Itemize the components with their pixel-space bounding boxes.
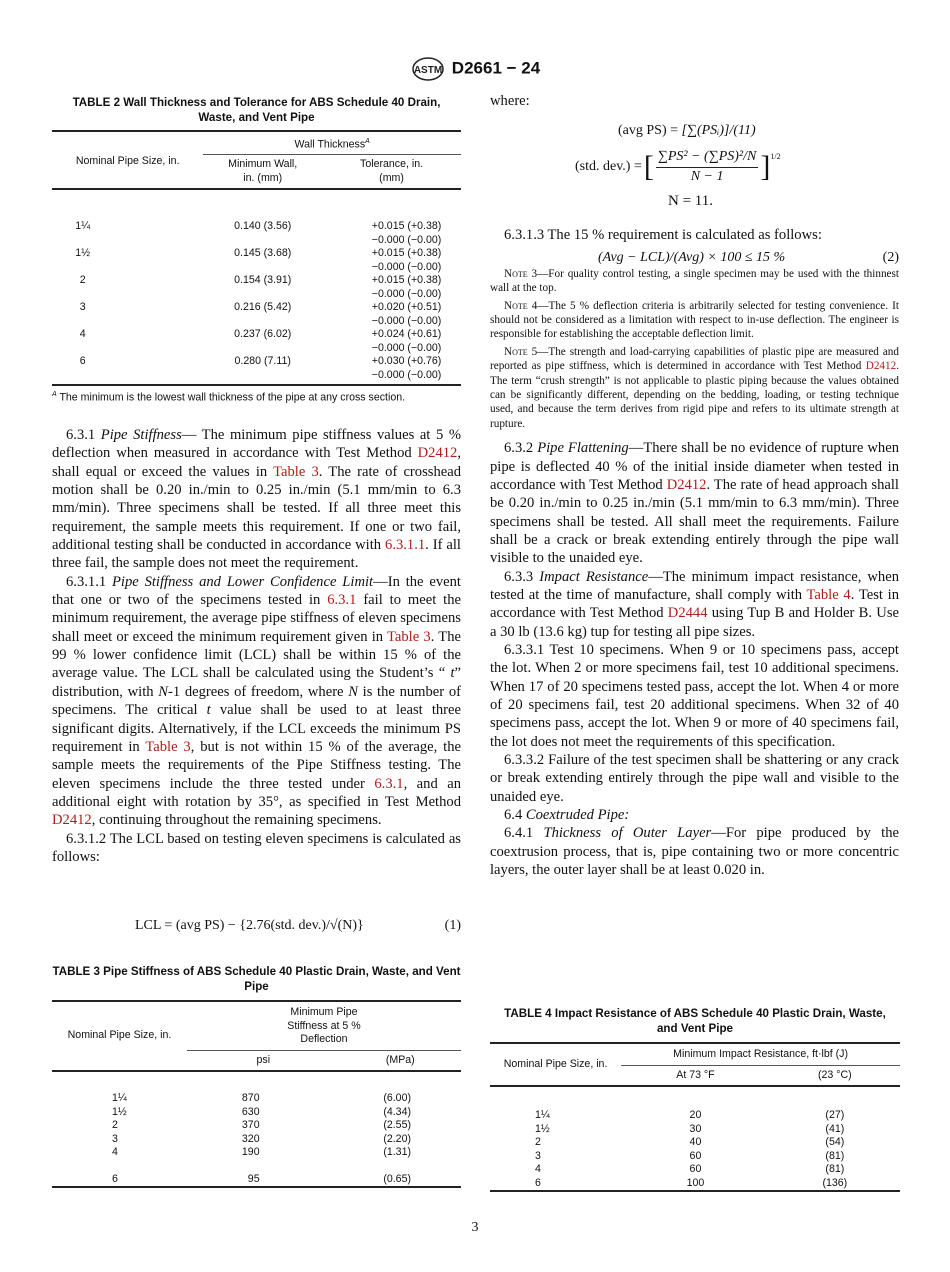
cell-c: (136) [822, 1176, 848, 1189]
cell-min: 0.140 (3.56) [234, 220, 292, 233]
text-segment: using Tup B and Holder B. Use a 30 lb (13.6 kg) tup for testing all pipe sizes. [490, 605, 899, 640]
table-3-title: TABLE 3 Pipe Stiffness of ABS Schedule 40 Plastic Drain, Waste, and Vent Pipe [52, 965, 461, 993]
text-segment: 6.3.1.2 The LCL based on testing eleven specimens is calculated as follows: [52, 830, 461, 865]
tolerance-minus: −0.000 (−0.00) [371, 314, 442, 327]
tolerance-plus: +0.015 (+0.38) [371, 274, 442, 287]
cross-reference-link[interactable]: D2412 [52, 812, 92, 829]
cross-reference-link[interactable]: D2412 [417, 445, 458, 462]
col-header-min-wall: Minimum Wall, in. (mm) [228, 158, 298, 184]
table-2-footnote: $^A$ The minimum is the lowest wall thickness of the pipe at any cross section. [52, 391, 406, 404]
svg-text:ASTM: ASTM [413, 65, 442, 76]
cross-reference-link[interactable]: 6.3.1 [327, 592, 357, 609]
where-label: where: [490, 93, 530, 109]
text-segment: . If all three fail, the sample does not meet the requirement. [52, 537, 461, 572]
tolerance-plus: +0.020 (+0.51) [371, 301, 442, 314]
text-segment: —The strength and load-carrying capabilities of plastic pipe are measured and reported as pipe stiffness, which is determined in accordance with Test Method [490, 345, 899, 373]
cell-min: 0.280 (7.11) [234, 355, 291, 368]
table-row [52, 1092, 461, 1106]
cross-reference-link[interactable]: 6.3.1.1 [385, 537, 426, 554]
cell-size: 6 [535, 1176, 541, 1189]
text-segment: —In the event that one or two of the specimens tested in [52, 573, 461, 609]
cell-tol [322, 220, 461, 247]
table-row [52, 1133, 461, 1147]
text-segment: ” distribution, with [52, 665, 461, 700]
text-segment: t [206, 702, 211, 719]
text-segment: —For quality control testing, a single specimen may be used with the thinnest wall at the top. [490, 267, 899, 295]
table-3 [52, 964, 461, 1188]
cell-min: 0.237 (6.02) [234, 328, 292, 341]
col-header-size: Nominal Pipe Size, in. [67, 1029, 172, 1042]
para-6-3-1-3: 6.3.1.3 The 15 % requirement is calculated as follows: [504, 227, 822, 244]
text-segment: 6.3.3.1 Test 10 specimens. When 9 or 10 specimens pass, accept the lot. When 2 or more specimens fail, test 10 additional specimens. When 17 of 20 specimens tested pass, accept the lot. When 4 or more of 20 specimens fail, test 20 additional specimens. When 32 of 40 specimens pass, accept the lot. When 9 or more of 40 specimens fail, the lot does not meet the requirements of this specification. [490, 641, 899, 750]
col-header-mpa: (MPa) [385, 1053, 415, 1066]
tolerance-plus: +0.024 (+0.61) [371, 328, 442, 341]
text-segment: N [348, 683, 358, 700]
cell-c: (27) [825, 1109, 845, 1121]
cell-size: 4 [535, 1163, 541, 1175]
cell-mpa: (1.31) [383, 1146, 411, 1158]
text-segment: N [158, 683, 168, 700]
text-segment: t [450, 665, 455, 682]
cell-size: 1¼ [75, 220, 91, 233]
text-segment: Note 4 [504, 299, 538, 312]
cell-f: 40 [689, 1136, 702, 1148]
cell-c: (41) [825, 1122, 845, 1135]
text-segment: is the number of specimens. The critical [52, 683, 461, 719]
text-segment: , and an additional eight with rotation by 35°, as specified in Test Method [52, 775, 461, 810]
text-segment: Pipe Stiffness and Lower Confidence Limit [111, 573, 374, 590]
cross-reference-link[interactable]: Table 4 [806, 586, 851, 603]
cell-size: 3 [112, 1132, 118, 1145]
col-group-wall-thickness: Wall Thickness$^A$ [203, 131, 461, 155]
table-row [490, 1150, 900, 1164]
formula-avg-ps: (avg PS) = [∑(PSᵢ)]/(11) [618, 123, 756, 139]
text-segment: 6.3.3 [504, 568, 540, 585]
text-segment: . The rate of head approach shall be 0.20 in./min to 0.25 in./min (5.1 mm/min to 6.3 mm/min). Three specimens shall be tested. All shall meet the requirements. Failure shall be a crack or break extending entirely through the pipe wall visible to the unaided eye. [490, 476, 899, 567]
table-4 [490, 1006, 900, 1192]
text-segment: — The minimum pipe stiffness values at 5 % deflection when measured in accordance with Test Method [52, 427, 461, 462]
cell-f: 60 [689, 1149, 702, 1162]
paragraph [490, 568, 899, 641]
cell-size: 3 [535, 1149, 541, 1162]
table-row [490, 1163, 900, 1177]
cell-mpa: (0.65) [383, 1172, 411, 1185]
tolerance-minus: −0.000 (−0.00) [371, 260, 442, 273]
col-header-f: At 73 °F [676, 1068, 715, 1081]
cell-mpa: (2.20) [383, 1132, 411, 1145]
cross-reference-link[interactable]: D2412 [865, 360, 897, 373]
table-row [52, 247, 461, 274]
text-segment: , but is not within 15 % of the average, the sample meets the requirements of the Pipe Stiffness testing. The eleven specimens include the three tested under [52, 738, 461, 792]
text-segment: —The 5 % deflection criteria is arbitrarily selected for testing convenience. It should not be considered as a limitation with respect to in-use deflection. The engineer is responsible for establishing the acceptable deflection limit. [490, 299, 899, 341]
tolerance-minus: −0.000 (−0.00) [371, 287, 442, 300]
table-row [52, 355, 461, 382]
cross-reference-link[interactable]: 6.3.1 [374, 775, 404, 792]
text-segment: value shall be used to at least three significant digits. Alternatively, if the LCL exceeds the minimum PS requirement in [52, 702, 461, 755]
cell-psi: 370 [241, 1119, 260, 1131]
cell-mpa: (6.00) [383, 1092, 411, 1104]
text-segment: Pipe Stiffness [100, 427, 182, 443]
cell-min: 0.154 (3.91) [234, 274, 292, 287]
cell-size: 2 [79, 274, 86, 287]
cell-min: 0.145 (3.68) [234, 247, 292, 260]
tolerance-plus: +0.015 (+0.38) [371, 247, 442, 260]
cell-psi: 190 [241, 1146, 260, 1158]
col-header-c: (23 °C) [818, 1068, 852, 1081]
table-row [52, 301, 461, 328]
note [490, 299, 899, 342]
table-row [52, 328, 461, 355]
cell-size: 1½ [75, 247, 91, 260]
table-row [490, 1136, 900, 1150]
text-segment: Note 5 [504, 345, 538, 358]
text-segment: . The term “crush strength” is not applicable to plastic piping because the values obtained can be significantly different, depending on the bedding, loading, or testing technique used, and because the term derives from rigid pipe and refers to its ultimate strength at rupture. [490, 360, 899, 430]
cell-tol [322, 247, 461, 274]
cross-reference-link[interactable]: Table 3 [273, 463, 319, 480]
text-segment: 6.3.2 [504, 440, 538, 457]
paragraph [490, 751, 899, 806]
right-body-text [490, 439, 899, 879]
cell-size: 3 [79, 301, 86, 314]
text-segment: , shall equal or exceed the values in [52, 445, 461, 480]
page-number: 3 [471, 1220, 479, 1235]
cell-psi: 870 [241, 1092, 260, 1104]
cell-psi: 320 [241, 1132, 260, 1145]
cell-size: 4 [112, 1146, 118, 1158]
document-page: ASTM D2661 − 24 TABLE 2 Wall Thickness and Tolerance for ABS Schedule 40 Drain, Waste, and Vent Pipe Nominal Pipe Size, in. Wall Thickness$^A$ Minimum Wall, in. (mm) Tolerance, in. (mm) 1¼ 0.140 (3.56) +0.015 (+0.38) −0.000 (−0.00) 1½ 0.145 (3.68) +0.015 (+0.38) −0.000 (−0.00) 2 0.154 (3.91) +0.015 (+0.38) −0.000 (−0.00) 3 0.216 (5.42) +0.020 (+0.51) −0.000 (−0.00) 4 0.237 (6.02) +0.024 (+0.61) −0.000 (−0.00) 6 0.280 (7.11) +0.030 (+0.76) −0.000 (−0.00) $^A$ The minimum is the lowest wall thickness of the pipe at any cross section. 6.3.1 Pipe Stiffness— The minimum pipe stiffness values at 5 % deflection when measured in accordance with Test Method D2412, shall equal or exceed the values in Table 3. The rate of crosshead motion shall be 0.20 in./min to 0.25 in./min (5.1 mm/min to 6.3 mm/min). Three specimens shall be tested. If all three meet this requirement, the sample meets this requirement. If one or two fail, additional testing shall be conducted in accordance with 6.3.1.1. If all three fail, the sample does not meet the requirement. 6.3.1.1 Pipe Stiffness and Lower Confidence Limit—In the event that one or two of the specimens tested in 6.3.1 fail to meet the minimum requirement, the average pipe stiffness of eleven specimens shall meet or exceed the minimum requirement given in Table 3. The 99 % lower confidence limit (LCL) shall be within 15 % of the average value. The LCL shall be calculated using the Student’s “ t” distribution, with N-1 degrees of freedom, where N is the number of specimens. The critical t value shall be used to at least three significant digits. Alternatively, if the LCL exceeds the minimum PS requirement in Table 3, but is not within 15 % of the average, the sample meets the requirements of the Pipe Stiffness testing. The eleven specimens include the three tested under 6.3.1, and an additional eight with rotation by 35°, as specified in Test Method D2412, continuing throughout the remaining specimens. 6.3.1.2 The LCL based on testing eleven specimens is calculated as follows: LCL = (avg PS) − {2.76(std. dev.)/√(N)} (1) TABLE 3 Pipe Stiffness of ABS Schedule 40 Plastic Drain, Waste, and Vent Pipe Nominal Pipe Size, in. Minimum Pipe Stiffness at 5 % Deflection psi (MPa) 1¼ 870 (6.00) 1½ 630 (4.34) 2 370 (2.55) 3 320 (2.20) 4 190 (1.31) 6 95 (0.65) where: (avg PS) = [∑(PSᵢ)]/(11) (std. dev.) = [ ∑PS² − (∑PS)²/N N − 1 ] $^{1/2}$ N = 11. 6.3.1.3 The 15 % requirement is calculated as follows: (Avg − LCL)/(Avg) × 100 ≤ 15 % (2) Note 3—For quality control testing, a single specimen may be used with the thinnest wall at the top. Note 4—The 5 % deflection criteria is arbitrarily selected for testing convenience. It should not be considered as a limitation with respect to in-use deflection. The engineer is responsible for establishing the acceptable deflection limit. Note 5—The strength and load-carrying capabilities of plastic pipe are measured and reported as pipe stiffness, which is determined in accordance with Test Method D2412. The term “crush strength” is not applicable to plastic piping because the values obtained can be significantly different, depending on the bedding, loading, or testing technique used, and because the term derives from rigid pipe and refers to its ultimate strength at rupture. 6.3.2 Pipe Flattening—There shall be no evidence of rupture when pipe is deflected 40 % of the initial inside diameter when tested in accordance with Test Method D2412. The rate of head approach shall be 0.20 in./min to 0.25 in./min (5.1 mm/min to 6.3 mm/min). Three specimens shall be tested. All shall meet the requirements. Failure shall be a crack or break extending entirely through the pipe wall visible to the unaided eye. 6.3.3 Impact Resistance—The minimum impact resistance, when tested at the time of manufacture, shall comply with Table 4. Test in accordance with Test Method D2444 using Tup B and Holder B. Use a 30 lb (13.6 kg) tup for testing all pipe sizes. 6.3.3.1 Test 10 specimens. When 9 or 10 specimens pass, accept the lot. When 2 or more specimens fail, test 10 additional specimens. When 17 of 20 specimens tested pass, accept the lot. When 4 or more of 20 specimens fail, test 20 additional specimens. When 32 of 40 specimens pass, accept the lot. When 9 or more of 40 specimens fail, the lot does not meet the requirements of this specification. 6.3.3.2 Failure of the test specimen shall be shattering or any crack or break extending entirely through the pipe wall and visible to the unaided eye. 6.4 Coextruded Pipe: 6.4.1 Thickness of Outer Layer—For pipe produced by the coextrusion process, that is, pipe containing two or more concentric layers, the outer layer shall be at least 0.020 in. TABLE 4 Impact Resistance of ABS Schedule 40 Plastic Drain, Waste, and Vent Pipe Nominal Pipe Size, in. Minimum Impact Resistance, ft·lbf (J) At 73 °F (23 °C) 1¼ 20 (27) 1½ 30 (41) 2 40 (54) 3 60 (81) 4 60 (81) 6 100 (136) 3 [0, 0, 950, 1272]
cell-c: (81) [825, 1163, 845, 1175]
col-header-size: Nominal Pipe Size, in. [75, 155, 180, 168]
designation: D2661 − 24 [451, 58, 541, 78]
right-formulas [490, 92, 899, 879]
cell-size: 1½ [112, 1105, 127, 1118]
cell-f: 100 [686, 1176, 705, 1189]
text-segment: , continuing throughout the remaining specimens. [91, 812, 382, 829]
table-2 [52, 95, 461, 404]
paragraph [490, 641, 899, 751]
cell-c: (54) [825, 1136, 845, 1148]
table-row [52, 1146, 461, 1160]
cell-tol [322, 355, 461, 382]
table-row [52, 1106, 461, 1120]
cell-mpa: (4.34) [383, 1105, 411, 1118]
paragraph [52, 830, 461, 867]
text-segment: 6.3.1 [66, 427, 101, 443]
table-row [490, 1109, 900, 1123]
text-segment: 6.3.3.2 Failure of the test specimen shall be shattering or any crack or break extending entirely through the pipe wall and visible to the unaided eye. [490, 752, 899, 805]
text-segment: Impact Resistance [539, 568, 649, 585]
table-2-title: TABLE 2 Wall Thickness and Tolerance for ABS Schedule 40 Drain, Waste, and Vent Pipe [72, 96, 441, 124]
table-row [52, 1160, 461, 1187]
text-segment: Coextruded Pipe: [525, 807, 630, 824]
col-header-size: Nominal Pipe Size, in. [503, 1057, 608, 1070]
cell-size: 6 [79, 355, 86, 368]
cell-size: 1½ [535, 1122, 550, 1135]
cell-f: 30 [689, 1122, 702, 1135]
cell-size: 4 [79, 328, 86, 341]
table-row [52, 1119, 461, 1133]
text-segment: Thickness of Outer Layer [543, 825, 712, 842]
astm-logo-icon [410, 56, 446, 82]
table-row [490, 1123, 900, 1137]
col-header-tolerance: Tolerance, in. (mm) [360, 158, 424, 184]
cell-size: 1¼ [535, 1109, 550, 1121]
note [490, 267, 899, 296]
tolerance-plus: +0.030 (+0.76) [371, 355, 442, 368]
notes [490, 267, 899, 431]
cell-c: (81) [825, 1149, 845, 1162]
cell-mpa: (2.55) [383, 1119, 411, 1131]
cell-size: 2 [112, 1119, 118, 1131]
text-segment: . The 99 % lower confidence limit (LCL) shall be within 15 % of the average value. The LCL shall be calculated using the Student’s “ [52, 628, 461, 682]
cell-size: 1¼ [112, 1092, 127, 1104]
paragraph [52, 573, 461, 830]
paragraph [52, 426, 461, 573]
tolerance-minus: −0.000 (−0.00) [371, 341, 442, 354]
table-row [52, 274, 461, 301]
cross-reference-link[interactable]: Table 3 [387, 628, 431, 645]
table-row [52, 220, 461, 247]
tolerance-plus: +0.015 (+0.38) [371, 220, 442, 233]
text-segment: 6.3.1.1 [66, 573, 112, 590]
cross-reference-link[interactable]: D2444 [667, 605, 708, 622]
text-segment: 6.4.1 [504, 825, 544, 842]
formula-n: N = 11. [668, 193, 713, 210]
text-segment: -1 degrees of freedom, where [168, 683, 349, 700]
paragraph [490, 439, 899, 567]
cell-tol [322, 274, 461, 301]
cell-psi: 630 [241, 1105, 260, 1118]
left-body-text [52, 426, 461, 866]
text-segment: fail to meet the minimum requirement, the average pipe stiffness of eleven specimens shall meet or exceed the minimum requirement given in [52, 592, 461, 645]
text-segment: . Test in accordance with Test Method [490, 586, 899, 622]
cross-reference-link[interactable]: Table 3 [145, 738, 191, 755]
col-group-stiffness: Minimum Pipe Stiffness at 5 % Deflection [187, 1001, 461, 1050]
col-header-psi: psi [256, 1053, 271, 1066]
cell-size: 6 [112, 1172, 118, 1185]
tolerance-minus: −0.000 (−0.00) [371, 368, 442, 381]
table-4-title: TABLE 4 Impact Resistance of ABS Schedule 40 Plastic Drain, Waste, and Vent Pipe [504, 1007, 886, 1035]
page-header [0, 56, 950, 82]
cell-size: 2 [535, 1136, 541, 1148]
formula-std-dev: (std. dev.) = [ ∑PS² − (∑PS)²/N N − 1 ] $^{1/2}$ [575, 149, 781, 184]
text-segment: Note 3 [504, 267, 538, 280]
text-segment: —The minimum impact resistance, when tested at the time of manufacture, shall comply with [490, 568, 900, 603]
paragraph [490, 824, 899, 879]
text-segment: 6.4 [504, 807, 526, 824]
cell-min: 0.216 (5.42) [234, 301, 292, 314]
text-segment: Pipe Flattening [537, 440, 629, 457]
paragraph [490, 806, 899, 824]
cell-psi: 95 [247, 1172, 260, 1185]
text-segment: —For pipe produced by the coextrusion process, that is, pipe containing two or more concentric layers, the outer layer shall be at least 0.020 in. [490, 825, 899, 879]
cell-tol [322, 301, 461, 328]
equation-2: (Avg − LCL)/(Avg) × 100 ≤ 15 % (2) [598, 249, 899, 265]
cell-tol [322, 328, 461, 355]
table-row [490, 1177, 900, 1191]
text-segment: —There shall be no evidence of rupture when pipe is deflected 40 % of the initial inside diameter when tested in accordance with Test Method [490, 440, 899, 493]
text-segment: . The rate of crosshead motion shall be 0.20 in./min to 0.25 in./min (5.1 mm/min to 6.3 mm/min). Three specimens shall be tested. If all three meet this requirement, the sample meets this requirement. If one or two fail, additional testing shall be conducted in accordance with [52, 463, 461, 554]
col-group-impact: Minimum Impact Resistance, ft·lbf (J) [621, 1043, 900, 1065]
cell-f: 20 [689, 1109, 702, 1121]
cell-f: 60 [689, 1163, 702, 1175]
note [490, 345, 899, 431]
cross-reference-link[interactable]: D2412 [666, 476, 707, 493]
tolerance-minus: −0.000 (−0.00) [371, 233, 442, 246]
